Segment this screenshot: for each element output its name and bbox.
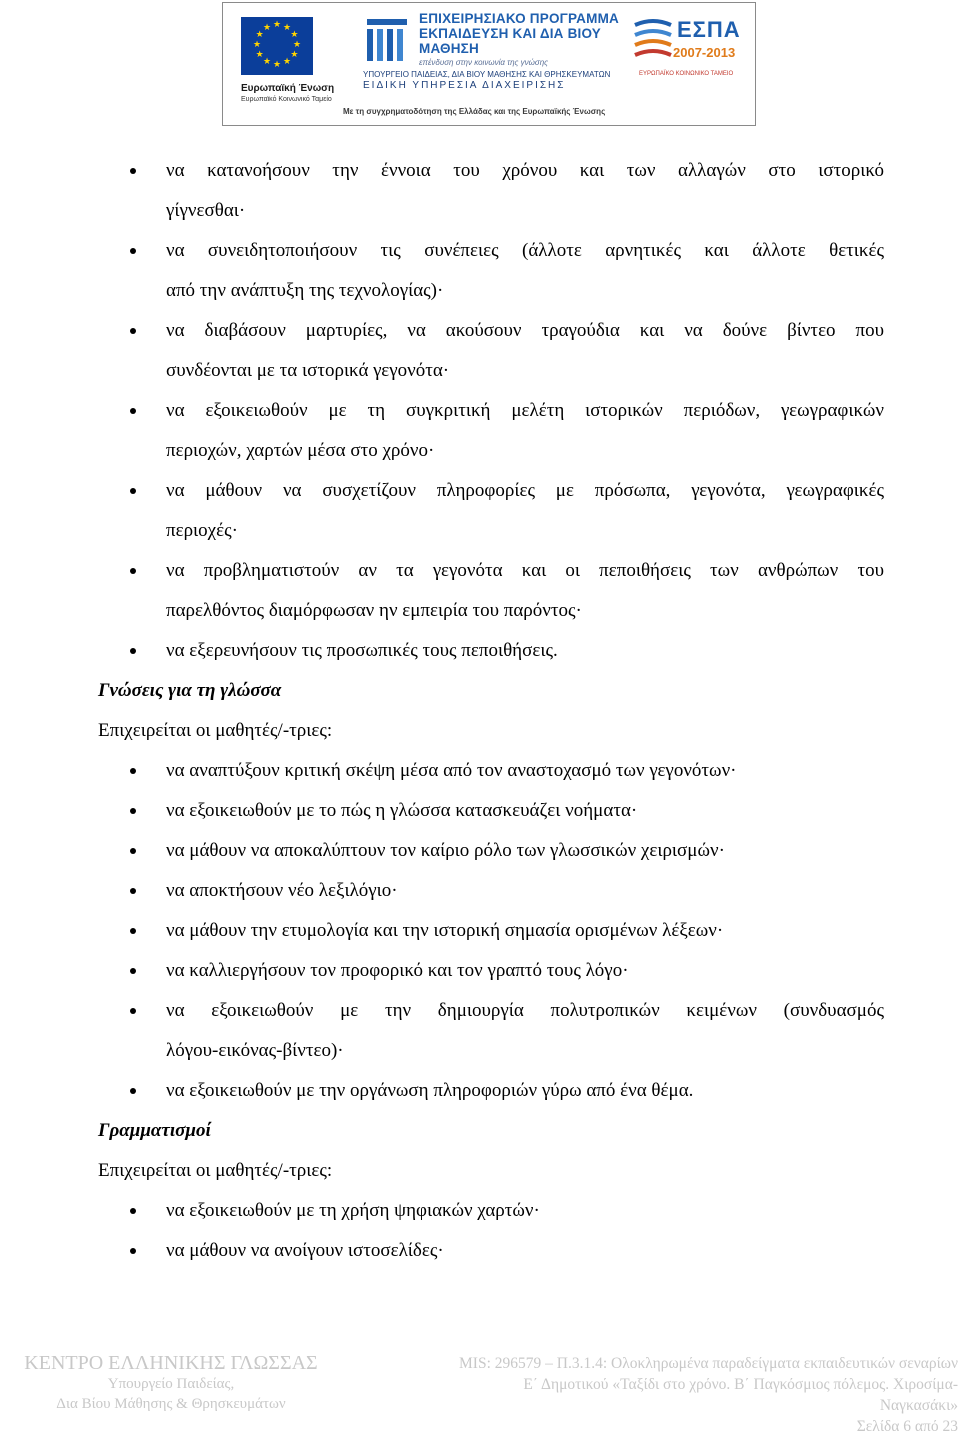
eu-title: Ευρωπαϊκή Ένωση [241, 83, 335, 94]
list-item-line: να εξερευνήσουν τις προσωπικές τους πεποιθήσεις. [166, 640, 558, 661]
eu-star-icon: ★ [273, 60, 282, 70]
eu-star-icon: ★ [263, 22, 272, 33]
list-item-line: να συνειδητοποιήσουν τις συνέπειες (άλλοτε αρνητικές και άλλοτε θετικές [166, 240, 884, 261]
bullet-icon [130, 488, 136, 494]
footer-center-title: ΚΕΝΤΡΟ ΕΛΛΗΝΙΚΗΣ ΓΛΩΣΣΑΣ [24, 1352, 318, 1374]
list-item-line: παρελθόντος διαμόρφωσαν ην εμπειρία του παρόντος· [166, 600, 582, 621]
section-heading-language: Γνώσεις για τη γλώσσα [98, 680, 282, 701]
list-item-line: να εξοικειωθούν με την οργάνωση πληροφοριών γύρω από ένα θέμα. [166, 1080, 694, 1101]
footer-right [388, 1353, 958, 1437]
footer-project-line2: Ε΄ Δημοτικού «Ταξίδι στο χρόνο. Β΄ Παγκόσμιος πόλεμος. Χιροσίμα- [523, 1376, 958, 1393]
bullet-icon [130, 248, 136, 254]
section-heading-literacies: Γραμματισμοί [98, 1120, 211, 1141]
list-item-line: από την ανάπτυξη της τεχνολογίας)· [166, 280, 444, 301]
section-intro: Επιχειρείται οι μαθητές/-τριες: [98, 1160, 333, 1181]
eu-star-icon: ★ [263, 57, 272, 68]
espa-waves-icon [633, 15, 673, 67]
eu-label [241, 83, 351, 104]
footer-ministry-line2: Δια Βίου Μάθησης & Θρησκευμάτων [56, 1396, 286, 1412]
bullet-icon [130, 1208, 136, 1214]
bullet-icon [130, 928, 136, 934]
program-title-line2: ΕΚΠΑΙΔΕΥΣΗ ΚΑΙ ΔΙΑ ΒΙΟΥ ΜΑΘΗΣΗ [419, 26, 601, 56]
bullet-icon [130, 1088, 136, 1094]
espa-title: ΕΣΠΑ [677, 17, 741, 42]
bullet-icon [130, 968, 136, 974]
list-item-line: να προβληματιστούν αν τα γεγονότα και οι πεποιθήσεις των ανθρώπων του [166, 560, 884, 581]
list-item-line: να αναπτύξουν κριτική σκέψη μέσα από τον αναστοχασμό των γεγονότων· [166, 760, 737, 781]
eu-star-icon: ★ [253, 40, 262, 50]
ministry-block [363, 69, 623, 91]
espa-years: 2007-2013 [673, 45, 736, 60]
list-item-line: γίγνεσθαι· [166, 200, 246, 221]
eu-star-icon: ★ [290, 30, 299, 40]
list-item-line: να εξοικειωθούν με τη χρήση ψηφιακών χαρτών· [166, 1200, 540, 1221]
list-item-line: να μάθουν την ετυμολογία και την ιστορική σημασία ορισμένων λέξεων· [166, 920, 724, 941]
list-item-line: περιοχών, χαρτών μέσα στο χρόνο· [166, 440, 435, 461]
bullet-icon [130, 568, 136, 574]
list-item-line: να εξοικειωθούν με την δημιουργία πολυτροπικών κειμένων (συνδυασμός [166, 1000, 884, 1021]
header-banner [222, 2, 756, 126]
list-item-line: να μάθουν να ανοίγουν ιστοσελίδες· [166, 1240, 444, 1261]
managing-service: ΕΙΔΙΚΗ ΥΠΗΡΕΣΙΑ ΔΙΑΧΕΙΡΙΣΗΣ [363, 80, 566, 91]
eu-star-icon: ★ [283, 57, 292, 68]
espa-logo [633, 13, 749, 85]
bullet-icon [130, 1008, 136, 1014]
bullet-icon [130, 168, 136, 174]
program-title-line1: ΕΠΙΧΕΙΡΗΣΙΑΚΟ ΠΡΟΓΡΑΜΜΑ [419, 11, 619, 26]
cofunding-note: Με τη συγχρηματοδότηση της Ελλάδας και της Ευρωπαϊκής Ένωσης [343, 107, 606, 116]
list-item-line: να μάθουν να αποκαλύπτουν τον καίριο ρόλο των γλωσσικών χειρισμών· [166, 840, 725, 861]
list-item-line: να διαβάσουν μαρτυρίες, να ακούσουν τραγούδια και να δούνε βίντεο που [166, 320, 884, 341]
espa-subtitle: ΕΥΡΩΠΑΪΚΟ ΚΟΙΝΩΝΙΚΟ ΤΑΜΕΙΟ [639, 71, 734, 77]
bullet-icon [130, 768, 136, 774]
eu-star-icon: ★ [293, 40, 302, 50]
list-item-line: περιοχές· [166, 520, 238, 541]
eu-flag-logo [241, 17, 313, 75]
eu-subtitle: Ευρωπαϊκό Κοινωνικό Ταμείο [241, 96, 332, 103]
list-item-line: να αποκτήσουν νέο λεξιλόγιο· [166, 880, 398, 901]
section-intro: Επιχειρείται οι μαθητές/-τριες: [98, 720, 333, 741]
bullet-icon [130, 648, 136, 654]
footer-project-line1: MIS: 296579 – Π.3.1.4: Ολοκληρωμένα παραδείγματα εκπαιδευτικών σεναρίων [459, 1355, 958, 1372]
list-item-line: να κατανοήσουν την έννοια του χρόνου και των αλλαγών στο ιστορικό [166, 160, 884, 181]
ministry-name: ΥΠΟΥΡΓΕΙΟ ΠΑΙΔΕΙΑΣ, ΔΙΑ ΒΙΟΥ ΜΑΘΗΣΗΣ ΚΑΙ ΘΡΗΣΚΕΥΜΑΤΩΝ [363, 70, 611, 79]
footer-ministry-line1: Υπουργείο Παιδείας, [107, 1376, 235, 1392]
bullet-icon [130, 408, 136, 414]
program-logo-icon [363, 15, 411, 65]
list-item-line: λόγου-εικόνας-βίντεο)· [166, 1040, 344, 1061]
list-item-line: να μάθουν να συσχετίζουν πληροφορίες με πρόσωπα, γεγονότα, γεωγραφικές [166, 480, 884, 501]
list-item-line: να καλλιεργήσουν τον προφορικό και τον γραπτό τους λόγο· [166, 960, 629, 981]
program-title-block [419, 11, 629, 68]
bullet-icon [130, 808, 136, 814]
list-item-line: συνδέονται με τα ιστορικά γεγονότα· [166, 360, 450, 381]
bullet-icon [130, 848, 136, 854]
list-item-line: να εξοικειωθούν με τη συγκριτική μελέτη ιστορικών περιόδων, γεωγραφικών [166, 400, 884, 421]
eu-star-icon: ★ [273, 20, 282, 30]
list-item-line: να εξοικειωθούν με το πώς η γλώσσα κατασκευάζει νοήματα· [166, 800, 638, 821]
program-tagline: επένδυση στην κοινωνία της γνώσης [419, 58, 549, 67]
footer-project-line3: Ναγκασάκι» [879, 1397, 958, 1414]
eu-star-icon: ★ [255, 50, 264, 60]
bullet-icon [130, 1248, 136, 1254]
page-number: Σελίδα 6 από 23 [856, 1418, 958, 1435]
eu-star-icon: ★ [283, 22, 292, 33]
footer-left [0, 1352, 342, 1414]
eu-star-icon: ★ [290, 50, 299, 60]
eu-star-icon: ★ [255, 30, 264, 40]
bullet-icon [130, 888, 136, 894]
bullet-icon [130, 328, 136, 334]
